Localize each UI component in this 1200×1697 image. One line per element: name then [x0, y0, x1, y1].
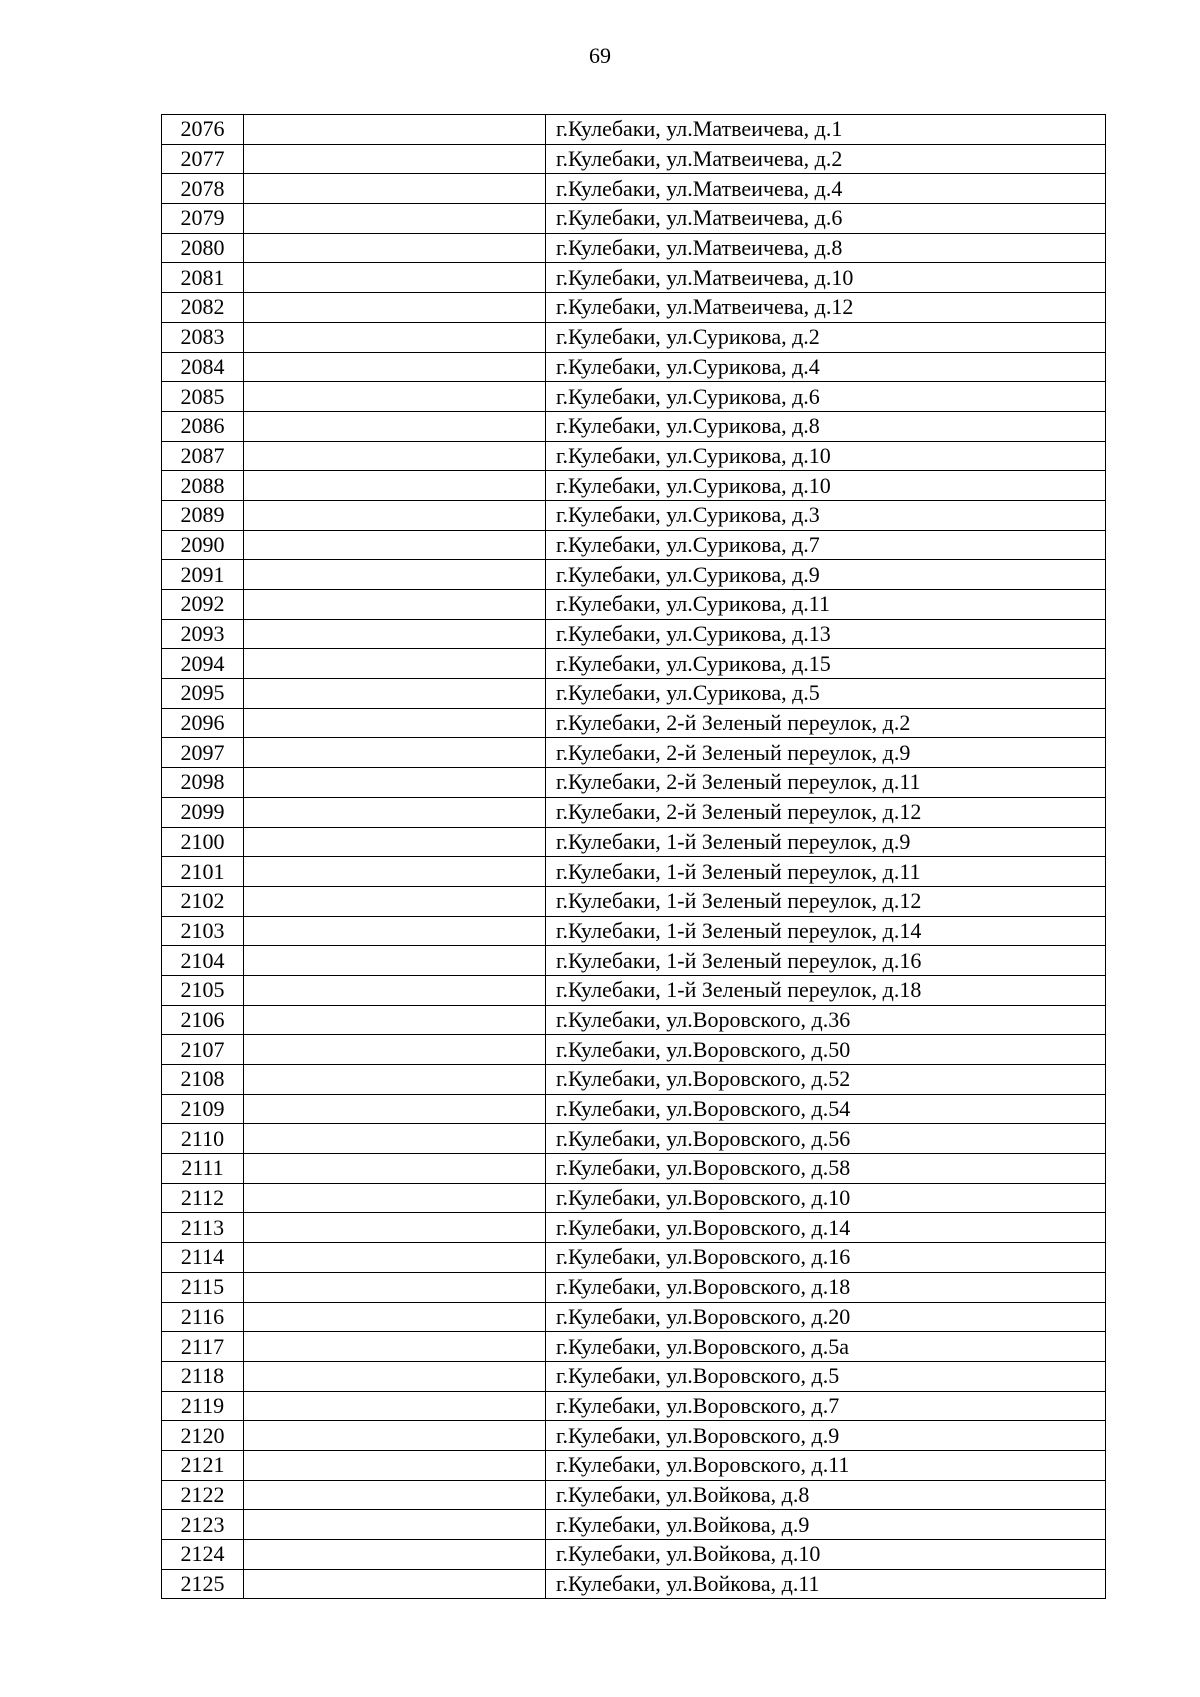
row-number-cell: 2092 — [162, 590, 244, 620]
name-cell — [244, 500, 546, 530]
row-number-cell: 2080 — [162, 233, 244, 263]
address-cell: г.Кулебаки, ул.Воровского, д.56 — [546, 1124, 1106, 1154]
table-row — [162, 530, 1106, 560]
table-row — [162, 1005, 1106, 1035]
row-number-cell: 2112 — [162, 1183, 244, 1213]
row-number-cell: 2099 — [162, 797, 244, 827]
address-cell: г.Кулебаки, ул.Войкова, д.8 — [546, 1480, 1106, 1510]
name-cell — [244, 144, 546, 174]
name-cell — [244, 708, 546, 738]
address-cell: г.Кулебаки, ул.Воровского, д.11 — [546, 1450, 1106, 1480]
table-row — [162, 619, 1106, 649]
address-cell: г.Кулебаки, ул.Сурикова, д.8 — [546, 411, 1106, 441]
address-cell: г.Кулебаки, ул.Сурикова, д.11 — [546, 590, 1106, 620]
table-row — [162, 916, 1106, 946]
name-cell — [244, 1510, 546, 1540]
row-number-cell: 2104 — [162, 946, 244, 976]
row-number-cell: 2103 — [162, 916, 244, 946]
name-cell — [244, 827, 546, 857]
row-number-cell: 2106 — [162, 1005, 244, 1035]
row-number-cell: 2085 — [162, 382, 244, 412]
table-row — [162, 1243, 1106, 1273]
name-cell — [244, 322, 546, 352]
table-row — [162, 1569, 1106, 1599]
address-cell: г.Кулебаки, ул.Воровского, д.36 — [546, 1005, 1106, 1035]
address-table-body — [162, 115, 1106, 1599]
row-number-cell: 2108 — [162, 1065, 244, 1095]
row-number-cell: 2097 — [162, 738, 244, 768]
name-cell — [244, 1569, 546, 1599]
name-cell — [244, 768, 546, 798]
name-cell — [244, 382, 546, 412]
address-cell: г.Кулебаки, ул.Воровского, д.50 — [546, 1035, 1106, 1065]
table-row — [162, 382, 1106, 412]
name-cell — [244, 1332, 546, 1362]
address-cell: г.Кулебаки, 1-й Зеленый переулок, д.12 — [546, 886, 1106, 916]
name-cell — [244, 1154, 546, 1184]
row-number-cell: 2123 — [162, 1510, 244, 1540]
name-cell — [244, 233, 546, 263]
address-cell: г.Кулебаки, ул.Воровского, д.58 — [546, 1154, 1106, 1184]
row-number-cell: 2084 — [162, 352, 244, 382]
row-number-cell: 2116 — [162, 1302, 244, 1332]
name-cell — [244, 471, 546, 501]
name-cell — [244, 590, 546, 620]
name-cell — [244, 174, 546, 204]
name-cell — [244, 1540, 546, 1570]
row-number-cell: 2101 — [162, 857, 244, 887]
table-row — [162, 263, 1106, 293]
name-cell — [244, 263, 546, 293]
name-cell — [244, 738, 546, 768]
table-row — [162, 1540, 1106, 1570]
name-cell — [244, 115, 546, 145]
row-number-cell: 2088 — [162, 471, 244, 501]
table-row — [162, 1421, 1106, 1451]
table-row — [162, 174, 1106, 204]
row-number-cell: 2102 — [162, 886, 244, 916]
name-cell — [244, 649, 546, 679]
row-number-cell: 2089 — [162, 500, 244, 530]
name-cell — [244, 975, 546, 1005]
row-number-cell: 2077 — [162, 144, 244, 174]
table-row — [162, 827, 1106, 857]
table-row — [162, 649, 1106, 679]
address-cell: г.Кулебаки, ул.Матвеичева, д.1 — [546, 115, 1106, 145]
address-cell: г.Кулебаки, 2-й Зеленый переулок, д.11 — [546, 768, 1106, 798]
address-cell: г.Кулебаки, ул.Воровского, д.16 — [546, 1243, 1106, 1273]
address-cell: г.Кулебаки, ул.Воровского, д.5 — [546, 1361, 1106, 1391]
name-cell — [244, 1005, 546, 1035]
name-cell — [244, 1124, 546, 1154]
table-row — [162, 293, 1106, 323]
address-cell: г.Кулебаки, ул.Матвеичева, д.6 — [546, 204, 1106, 234]
name-cell — [244, 797, 546, 827]
address-cell: г.Кулебаки, ул.Воровского, д.18 — [546, 1272, 1106, 1302]
table-row — [162, 1450, 1106, 1480]
row-number-cell: 2079 — [162, 204, 244, 234]
table-row — [162, 441, 1106, 471]
table-row — [162, 1065, 1106, 1095]
table-row — [162, 411, 1106, 441]
table-row — [162, 352, 1106, 382]
address-cell: г.Кулебаки, ул.Сурикова, д.7 — [546, 530, 1106, 560]
address-cell: г.Кулебаки, 2-й Зеленый переулок, д.9 — [546, 738, 1106, 768]
address-cell: г.Кулебаки, 1-й Зеленый переулок, д.9 — [546, 827, 1106, 857]
address-cell: г.Кулебаки, ул.Воровского, д.5а — [546, 1332, 1106, 1362]
table-row — [162, 857, 1106, 887]
address-cell: г.Кулебаки, ул.Матвеичева, д.2 — [546, 144, 1106, 174]
table-row — [162, 1124, 1106, 1154]
row-number-cell: 2081 — [162, 263, 244, 293]
row-number-cell: 2090 — [162, 530, 244, 560]
address-cell: г.Кулебаки, ул.Войкова, д.10 — [546, 1540, 1106, 1570]
address-cell: г.Кулебаки, ул.Сурикова, д.10 — [546, 471, 1106, 501]
row-number-cell: 2105 — [162, 975, 244, 1005]
address-cell: г.Кулебаки, 1-й Зеленый переулок, д.18 — [546, 975, 1106, 1005]
name-cell — [244, 1065, 546, 1095]
row-number-cell: 2096 — [162, 708, 244, 738]
row-number-cell: 2117 — [162, 1332, 244, 1362]
row-number-cell: 2082 — [162, 293, 244, 323]
address-cell: г.Кулебаки, ул.Сурикова, д.10 — [546, 441, 1106, 471]
address-cell: г.Кулебаки, ул.Сурикова, д.2 — [546, 322, 1106, 352]
address-cell: г.Кулебаки, ул.Войкова, д.9 — [546, 1510, 1106, 1540]
address-cell: г.Кулебаки, ул.Матвеичева, д.8 — [546, 233, 1106, 263]
row-number-cell: 2125 — [162, 1569, 244, 1599]
name-cell — [244, 1480, 546, 1510]
row-number-cell: 2109 — [162, 1094, 244, 1124]
address-cell: г.Кулебаки, ул.Войкова, д.11 — [546, 1569, 1106, 1599]
name-cell — [244, 1243, 546, 1273]
table-row — [162, 679, 1106, 709]
row-number-cell: 2083 — [162, 322, 244, 352]
address-cell: г.Кулебаки, ул.Матвеичева, д.12 — [546, 293, 1106, 323]
address-cell: г.Кулебаки, ул.Воровского, д.20 — [546, 1302, 1106, 1332]
table-row — [162, 1272, 1106, 1302]
row-number-cell: 2111 — [162, 1154, 244, 1184]
name-cell — [244, 1183, 546, 1213]
address-cell: г.Кулебаки, ул.Воровского, д.52 — [546, 1065, 1106, 1095]
table-row — [162, 1361, 1106, 1391]
table-row — [162, 946, 1106, 976]
row-number-cell: 2115 — [162, 1272, 244, 1302]
row-number-cell: 2093 — [162, 619, 244, 649]
table-row — [162, 886, 1106, 916]
row-number-cell: 2095 — [162, 679, 244, 709]
name-cell — [244, 411, 546, 441]
table-row — [162, 768, 1106, 798]
row-number-cell: 2076 — [162, 115, 244, 145]
table-row — [162, 975, 1106, 1005]
row-number-cell: 2100 — [162, 827, 244, 857]
address-cell: г.Кулебаки, ул.Воровского, д.10 — [546, 1183, 1106, 1213]
name-cell — [244, 1035, 546, 1065]
table-row — [162, 738, 1106, 768]
row-number-cell: 2121 — [162, 1450, 244, 1480]
name-cell — [244, 916, 546, 946]
address-cell: г.Кулебаки, 2-й Зеленый переулок, д.12 — [546, 797, 1106, 827]
table-row — [162, 322, 1106, 352]
name-cell — [244, 679, 546, 709]
row-number-cell: 2113 — [162, 1213, 244, 1243]
row-number-cell: 2119 — [162, 1391, 244, 1421]
row-number-cell: 2122 — [162, 1480, 244, 1510]
table-row — [162, 797, 1106, 827]
name-cell — [244, 1450, 546, 1480]
name-cell — [244, 886, 546, 916]
name-cell — [244, 530, 546, 560]
row-number-cell: 2087 — [162, 441, 244, 471]
address-cell: г.Кулебаки, ул.Воровского, д.14 — [546, 1213, 1106, 1243]
table-row — [162, 590, 1106, 620]
table-row — [162, 115, 1106, 145]
table-row — [162, 560, 1106, 590]
address-cell: г.Кулебаки, ул.Воровского, д.7 — [546, 1391, 1106, 1421]
table-row — [162, 1035, 1106, 1065]
address-cell: г.Кулебаки, ул.Воровского, д.9 — [546, 1421, 1106, 1451]
table-row — [162, 471, 1106, 501]
table-row — [162, 1183, 1106, 1213]
address-cell: г.Кулебаки, ул.Матвеичева, д.4 — [546, 174, 1106, 204]
name-cell — [244, 1272, 546, 1302]
table-row — [162, 1094, 1106, 1124]
address-cell: г.Кулебаки, 1-й Зеленый переулок, д.14 — [546, 916, 1106, 946]
address-table — [161, 114, 1106, 1599]
name-cell — [244, 946, 546, 976]
name-cell — [244, 619, 546, 649]
name-cell — [244, 204, 546, 234]
table-row — [162, 1391, 1106, 1421]
name-cell — [244, 1391, 546, 1421]
name-cell — [244, 1421, 546, 1451]
address-cell: г.Кулебаки, ул.Воровского, д.54 — [546, 1094, 1106, 1124]
table-row — [162, 1213, 1106, 1243]
row-number-cell: 2098 — [162, 768, 244, 798]
name-cell — [244, 1213, 546, 1243]
address-cell: г.Кулебаки, ул.Сурикова, д.6 — [546, 382, 1106, 412]
table-row — [162, 708, 1106, 738]
row-number-cell: 2078 — [162, 174, 244, 204]
address-cell: г.Кулебаки, ул.Матвеичева, д.10 — [546, 263, 1106, 293]
table-row — [162, 1332, 1106, 1362]
table-row — [162, 204, 1106, 234]
address-cell: г.Кулебаки, ул.Сурикова, д.13 — [546, 619, 1106, 649]
row-number-cell: 2094 — [162, 649, 244, 679]
address-cell: г.Кулебаки, 1-й Зеленый переулок, д.11 — [546, 857, 1106, 887]
page-number: 69 — [589, 43, 611, 68]
row-number-cell: 2118 — [162, 1361, 244, 1391]
row-number-cell: 2107 — [162, 1035, 244, 1065]
name-cell — [244, 560, 546, 590]
table-row — [162, 1154, 1106, 1184]
row-number-cell: 2086 — [162, 411, 244, 441]
name-cell — [244, 352, 546, 382]
row-number-cell: 2120 — [162, 1421, 244, 1451]
name-cell — [244, 857, 546, 887]
name-cell — [244, 441, 546, 471]
address-cell: г.Кулебаки, 1-й Зеленый переулок, д.16 — [546, 946, 1106, 976]
table-row — [162, 233, 1106, 263]
row-number-cell: 2124 — [162, 1540, 244, 1570]
table-row — [162, 144, 1106, 174]
name-cell — [244, 293, 546, 323]
table-row — [162, 500, 1106, 530]
table-row — [162, 1302, 1106, 1332]
address-cell: г.Кулебаки, ул.Сурикова, д.15 — [546, 649, 1106, 679]
table-row — [162, 1510, 1106, 1540]
table-row — [162, 1480, 1106, 1510]
address-cell: г.Кулебаки, ул.Сурикова, д.3 — [546, 500, 1106, 530]
address-cell: г.Кулебаки, 2-й Зеленый переулок, д.2 — [546, 708, 1106, 738]
address-cell: г.Кулебаки, ул.Сурикова, д.5 — [546, 679, 1106, 709]
row-number-cell: 2110 — [162, 1124, 244, 1154]
address-cell: г.Кулебаки, ул.Сурикова, д.9 — [546, 560, 1106, 590]
name-cell — [244, 1302, 546, 1332]
name-cell — [244, 1361, 546, 1391]
name-cell — [244, 1094, 546, 1124]
row-number-cell: 2114 — [162, 1243, 244, 1273]
row-number-cell: 2091 — [162, 560, 244, 590]
address-cell: г.Кулебаки, ул.Сурикова, д.4 — [546, 352, 1106, 382]
